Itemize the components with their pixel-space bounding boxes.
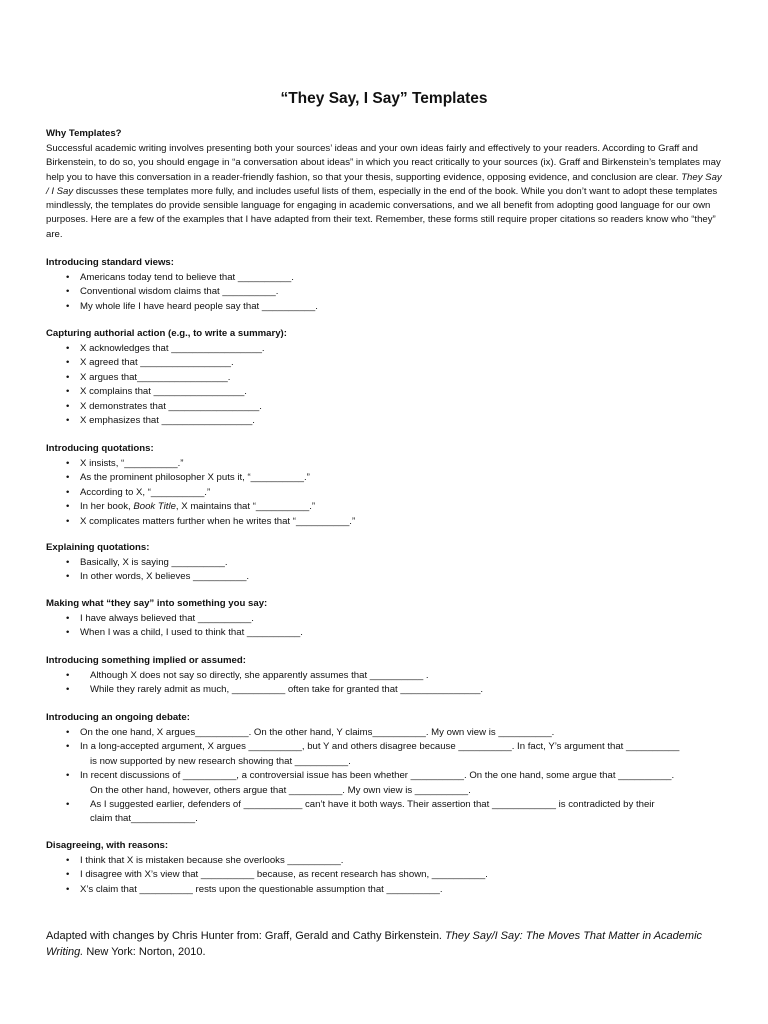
intro-text-2: discusses these templates more fully, and includes useful lists of them, especially in the end of the book. While you don’t want to adopt these templates mindlessly, the templates do provide sensible language for engaging in academic conversations, and we all benefit from adopting good language for our own purposes. Here are a few of the examples that I have adapted from their text. Remember, these forms still require proper citations so readers know who “they” are. <box>46 185 718 240</box>
item-line: On the other hand, however, others argue that __________. My own view is __________. <box>90 784 471 796</box>
list-item: • X insists, “__________.” <box>46 457 736 471</box>
list-item: • Although X does not say so directly, she apparently assumes that __________ . <box>46 669 736 683</box>
section-heading: Capturing authorial action (e.g., to write a summary): <box>46 328 287 339</box>
list-item: • X complains that _________________. <box>46 385 736 399</box>
section-introducing-quotations <box>46 442 736 529</box>
intro-book-title: They Say / I Say <box>46 171 722 197</box>
section-heading: Explaining quotations: <box>46 542 150 553</box>
section-disagreeing <box>46 839 736 897</box>
list-item: • X complicates matters further when he writes that “__________.” <box>46 515 736 529</box>
citation-footer <box>46 928 726 960</box>
list-item: • Conventional wisdom claims that __________. <box>46 285 736 299</box>
list-item: • While they rarely admit as much, __________ often take for granted that _______________. <box>46 683 736 697</box>
list-item: • X argues that_________________. <box>46 371 736 385</box>
list-item <box>46 500 736 514</box>
list-item: • X demonstrates that _________________. <box>46 400 736 414</box>
intro-text-1: Successful academic writing involves presenting both your sources’ ideas and your own ideas fairly and effectively to your readers. According to Graff and Birkenstein, to do so, you should engage in “a conversation about ideas” in which you react critically to your sources (ix). Graff and Birkenstein’s templates may help you to have this conversation in a reader-friendly fashion, so that your thesis, supporting evidence, opposing evidence, and conclusion are clear. <box>46 143 721 183</box>
list-item: • When I was a child, I used to think that __________. <box>46 626 736 640</box>
list-item: • In other words, X believes __________. <box>46 570 736 584</box>
intro-paragraph <box>46 142 726 242</box>
item-line: • In recent discussions of __________, a controversial issue has been whether __________. On the one hand, some argue that __________. <box>80 770 675 782</box>
footer-book-title: They Say/I Say: The Moves That Matter in Academic Writing. <box>46 930 703 958</box>
list-item: • X acknowledges that _________________. <box>46 342 736 356</box>
list-item: • As the prominent philosopher X puts it, “__________.” <box>46 471 736 485</box>
section-ongoing-debate <box>46 711 736 827</box>
section-heading: Introducing quotations: <box>46 443 154 454</box>
list-item: • Basically, X is saying __________. <box>46 556 736 570</box>
list-item: • According to X, “__________.” <box>46 486 736 500</box>
list-item: • X agreed that _________________. <box>46 356 736 370</box>
item-line: claim that____________. <box>90 813 198 825</box>
section-implied <box>46 654 736 698</box>
section-authorial-action <box>46 327 736 428</box>
section-they-say <box>46 597 736 641</box>
section-heading: Introducing an ongoing debate: <box>46 712 190 723</box>
list-item: • X emphasizes that _________________. <box>46 414 736 428</box>
section-standard-views <box>46 256 736 314</box>
list-item: • I think that X is mistaken because she overlooks __________. <box>46 854 736 868</box>
section-heading: Making what “they say” into something you say: <box>46 598 268 609</box>
list-item: • I disagree with X’s view that __________ because, as recent research has shown, __________. <box>46 868 736 882</box>
item-line: is now supported by new research showing that __________. <box>90 755 351 767</box>
section-explaining-quotations <box>46 541 736 585</box>
footer-text-pre: Adapted with changes by Chris Hunter from: Graff, Gerald and Cathy Birkenstein. <box>46 930 446 942</box>
book-item-title: Book Title <box>133 501 176 513</box>
page-title: “They Say, I Say” Templates <box>280 90 488 107</box>
list-item <box>46 769 736 798</box>
footer-text-post: New York: Norton, 2010. <box>83 946 206 958</box>
list-item: • Americans today tend to believe that __________. <box>46 271 736 285</box>
list-item: • My whole life I have heard people say that __________. <box>46 300 736 314</box>
item-line: • As I suggested earlier, defenders of ___________ can’t have it both ways. Their assertion that ____________ is contradicted by their <box>90 799 655 811</box>
section-heading: Introducing standard views: <box>46 257 174 268</box>
section-heading: Disagreeing, with reasons: <box>46 840 169 851</box>
book-item-pre: In her book, <box>80 501 134 513</box>
book-item-post: , X maintains that “__________.” <box>175 501 316 513</box>
list-item: • On the one hand, X argues__________. On the other hand, Y claims__________. My own view is __________. <box>46 726 736 740</box>
list-item: • X’s claim that __________ rests upon the questionable assumption that __________. <box>46 883 736 897</box>
item-line: • In a long-accepted argument, X argues __________, but Y and others disagree because __________. In fact, Y’s argument that __________ <box>80 741 680 753</box>
list-item <box>46 740 736 769</box>
list-item <box>46 798 736 827</box>
list-item: • I have always believed that __________. <box>46 612 736 626</box>
intro-heading: Why Templates? <box>46 128 122 139</box>
section-heading: Introducing something implied or assumed: <box>46 655 246 666</box>
